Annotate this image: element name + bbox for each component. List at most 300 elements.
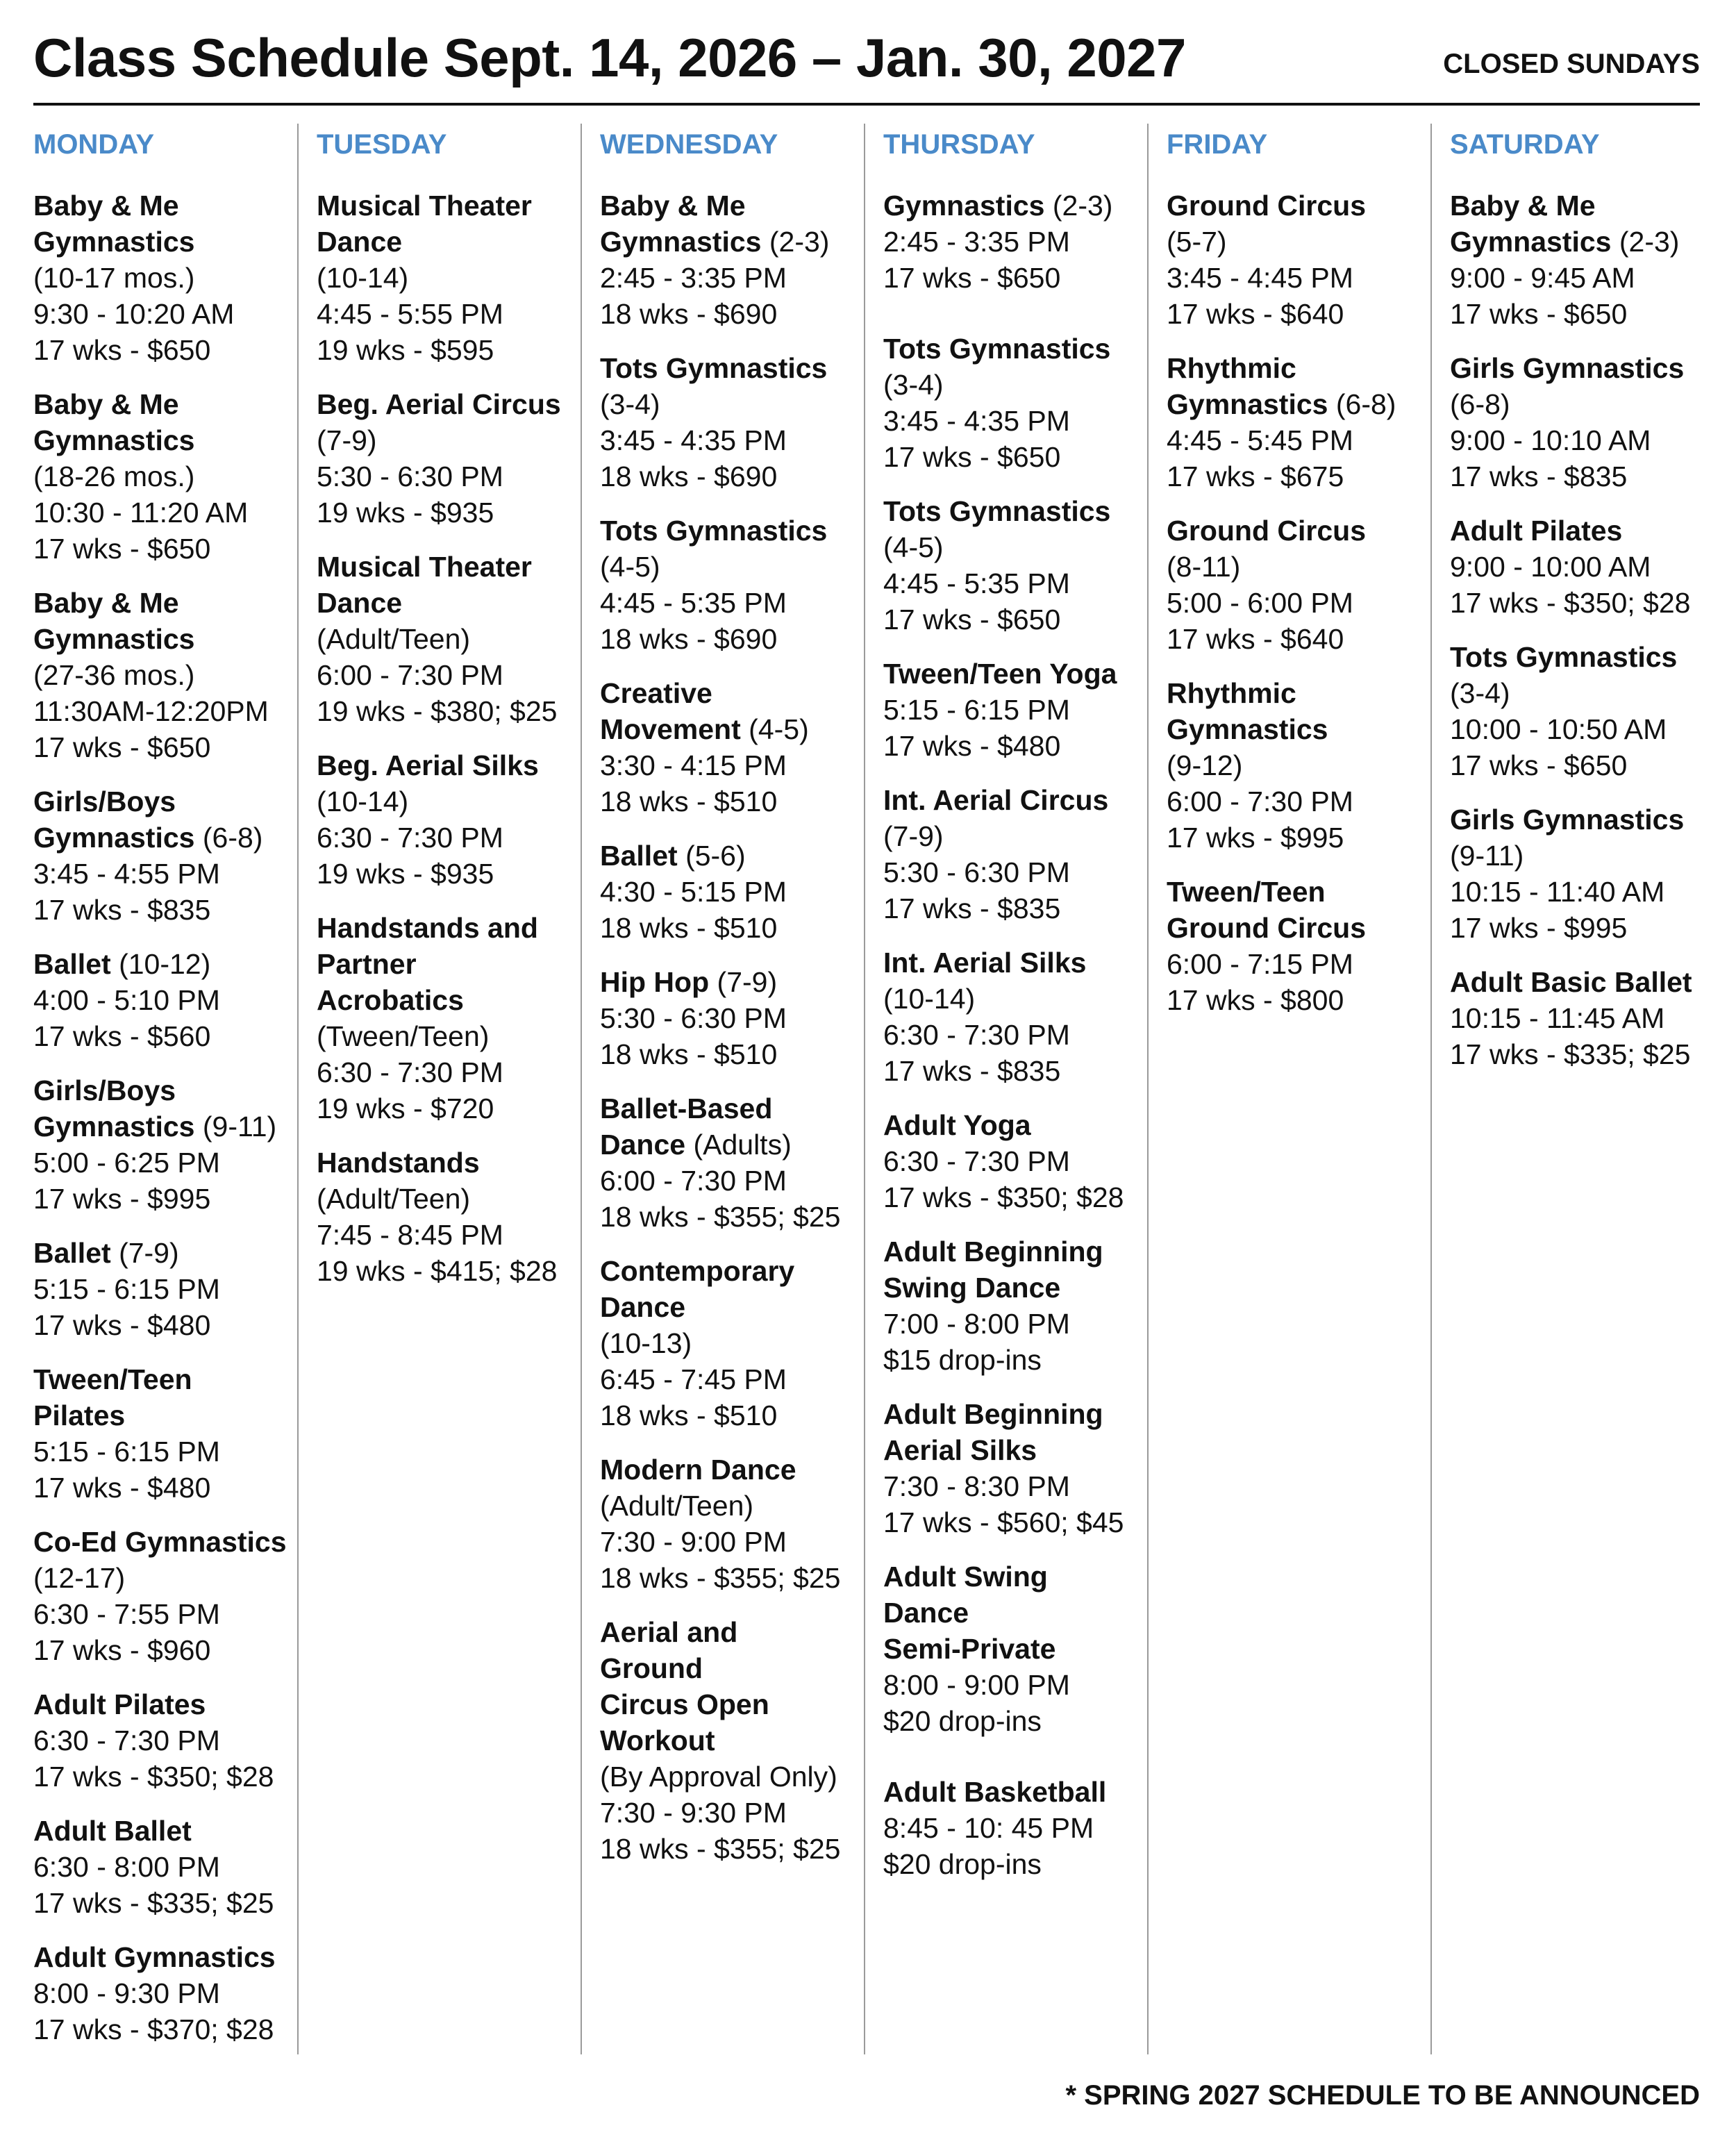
class-name: Gymnastics — [1167, 713, 1328, 745]
class-entry — [600, 1253, 864, 1434]
class-name: Ground Circus — [1167, 515, 1367, 547]
class-detail: 18 wks - $690 — [600, 623, 778, 655]
class-name: Gymnastics — [33, 424, 195, 456]
class-name-line — [33, 224, 297, 260]
class-name-line — [883, 1432, 1147, 1468]
class-entry — [1167, 513, 1430, 657]
class-detail: 2:45 - 3:35 PM — [600, 262, 787, 294]
class-name-line — [600, 1253, 864, 1289]
class-name: Tween/Teen — [1167, 876, 1326, 908]
class-detail: 5:00 - 6:00 PM — [1167, 587, 1353, 619]
class-detail: 17 wks - $650 — [1450, 749, 1628, 781]
class-name-line — [33, 386, 297, 422]
class-detail: 17 wks - $995 — [33, 1183, 211, 1215]
class-detail: 10:30 - 11:20 AM — [33, 497, 249, 529]
class-detail: 3:45 - 4:45 PM — [1167, 262, 1353, 294]
class-name: Pilates — [33, 1399, 126, 1431]
class-entry — [600, 1452, 864, 1596]
class-entry — [1167, 350, 1430, 495]
class-entry — [883, 782, 1147, 926]
class-name: Ground Circus — [1167, 912, 1367, 944]
class-entry — [883, 1774, 1147, 1882]
class-detail: $20 drop-ins — [883, 1705, 1042, 1737]
class-name: Dance — [600, 1291, 686, 1323]
class-detail: 3:45 - 4:35 PM — [600, 424, 787, 456]
class-name: Gymnastics — [600, 226, 762, 258]
class-entry — [1450, 964, 1714, 1072]
class-name-line — [600, 711, 864, 747]
class-detail: 19 wks - $380; $25 — [317, 695, 558, 727]
schedule-columns — [33, 124, 1707, 2054]
class-name: Ground — [600, 1652, 703, 1684]
class-detail: 17 wks - $650 — [33, 533, 211, 565]
class-entry — [33, 188, 297, 368]
class-detail: 19 wks - $595 — [317, 334, 494, 366]
class-detail: 19 wks - $720 — [317, 1092, 494, 1124]
class-detail: 5:00 - 6:25 PM — [33, 1147, 220, 1179]
class-name-line — [1167, 386, 1430, 422]
class-entry — [883, 1233, 1147, 1378]
class-detail: 9:00 - 10:10 AM — [1450, 424, 1651, 456]
class-detail: 10:15 - 11:45 AM — [1450, 1002, 1665, 1034]
class-entry — [883, 1107, 1147, 1215]
class-name: Handstands and — [317, 912, 538, 944]
class-name-line — [317, 982, 581, 1018]
class-name: Int. Aerial Circus — [883, 784, 1109, 816]
class-detail: 6:30 - 7:30 PM — [317, 1056, 503, 1088]
class-name-line — [317, 386, 581, 422]
class-name-line — [883, 1396, 1147, 1432]
class-detail: (18-26 mos.) — [33, 460, 195, 492]
class-detail: 19 wks - $415; $28 — [317, 1255, 558, 1287]
class-detail: 6:30 - 7:30 PM — [883, 1145, 1070, 1177]
class-entry — [600, 188, 864, 332]
class-entry — [33, 946, 297, 1054]
class-name-line — [1450, 513, 1714, 549]
class-name-line — [33, 1524, 297, 1560]
class-name-line — [600, 188, 864, 224]
class-detail: 17 wks - $480 — [33, 1309, 211, 1341]
class-name-line — [883, 782, 1147, 818]
class-name-line — [883, 1774, 1147, 1810]
day-heading: WEDNESDAY — [600, 129, 778, 160]
class-name-line — [600, 1722, 864, 1759]
class-name: Int. Aerial Silks — [883, 947, 1087, 979]
class-entry — [317, 747, 581, 892]
class-detail: 17 wks - $480 — [33, 1472, 211, 1504]
class-name: Tween/Teen Yoga — [883, 658, 1117, 690]
class-detail: (10-13) — [600, 1327, 692, 1359]
class-name-line — [600, 838, 864, 874]
class-name-line — [33, 1235, 297, 1271]
day-heading: TUESDAY — [317, 129, 447, 160]
class-detail: 4:45 - 5:55 PM — [317, 298, 503, 330]
class-age: (7-9) — [119, 1237, 179, 1269]
class-name-line — [600, 1090, 864, 1127]
class-name: Ballet — [33, 1237, 111, 1269]
day-column-friday — [1167, 124, 1432, 2054]
class-name-line — [33, 946, 297, 982]
class-detail: (Adult/Teen) — [317, 623, 471, 655]
class-detail: 4:30 - 5:15 PM — [600, 876, 787, 908]
class-name: Tots Gymnastics — [883, 495, 1111, 527]
class-name: Gymnastics — [883, 190, 1045, 222]
class-name: Beg. Aerial Silks — [317, 749, 539, 781]
class-name: Co-Ed Gymnastics — [33, 1526, 287, 1558]
day-heading: THURSDAY — [883, 129, 1035, 160]
class-name: Gymnastics — [33, 1111, 195, 1142]
class-detail: (27-36 mos.) — [33, 659, 195, 691]
class-name: Workout — [600, 1725, 715, 1756]
class-name: Gymnastics — [33, 226, 195, 258]
class-name-line — [883, 1595, 1147, 1631]
class-entry — [1167, 874, 1430, 1018]
class-name-line — [600, 1650, 864, 1686]
class-detail: 8:00 - 9:00 PM — [883, 1669, 1070, 1701]
class-detail: 6:30 - 7:55 PM — [33, 1598, 220, 1630]
class-name-line — [883, 493, 1147, 529]
class-detail: (4-5) — [883, 531, 944, 563]
class-detail: 6:30 - 7:30 PM — [883, 1019, 1070, 1051]
day-heading: MONDAY — [33, 129, 155, 160]
class-detail: 17 wks - $800 — [1167, 984, 1344, 1016]
class-name-line — [1450, 964, 1714, 1000]
class-detail: 17 wks - $350; $28 — [33, 1761, 274, 1793]
class-name-line — [600, 1614, 864, 1650]
class-detail: 3:30 - 4:15 PM — [600, 749, 787, 781]
class-name: Ballet-Based — [600, 1092, 773, 1124]
class-name-line — [1450, 801, 1714, 838]
class-detail: (3-4) — [1450, 677, 1510, 709]
class-entry — [317, 386, 581, 531]
class-name-line — [1450, 188, 1714, 224]
class-detail: 2:45 - 3:35 PM — [883, 226, 1070, 258]
class-name-line — [883, 945, 1147, 981]
class-detail: 17 wks - $335; $25 — [1450, 1038, 1691, 1070]
class-name: Aerial and — [600, 1616, 738, 1648]
class-detail: (9-11) — [1450, 840, 1524, 872]
class-name: Gymnastics — [33, 623, 195, 655]
class-detail: 17 wks - $960 — [33, 1634, 211, 1666]
class-detail: 4:00 - 5:10 PM — [33, 984, 220, 1016]
class-name: Circus Open — [600, 1688, 769, 1720]
class-detail: 3:45 - 4:55 PM — [33, 858, 220, 890]
class-detail: 9:00 - 9:45 AM — [1450, 262, 1635, 294]
day-column-thursday — [883, 124, 1149, 2054]
class-name: Gymnastics — [1450, 226, 1612, 258]
class-detail: (8-11) — [1167, 551, 1241, 583]
class-detail: (6-8) — [1450, 388, 1510, 420]
class-detail: 5:30 - 6:30 PM — [600, 1002, 787, 1034]
class-entry — [33, 1072, 297, 1217]
class-entry — [33, 1361, 297, 1506]
class-entry — [33, 1939, 297, 2047]
class-detail: 18 wks - $690 — [600, 460, 778, 492]
class-detail: 6:45 - 7:45 PM — [600, 1363, 787, 1395]
class-detail: (10-17 mos.) — [33, 262, 195, 294]
class-name-line — [883, 1270, 1147, 1306]
class-detail: 4:45 - 5:35 PM — [883, 567, 1070, 599]
class-name-line — [883, 188, 1147, 224]
class-name: Adult Gymnastics — [33, 1941, 276, 1973]
class-name-line — [33, 820, 297, 856]
class-name: Tween/Teen — [33, 1363, 192, 1395]
class-name-line — [1167, 350, 1430, 386]
class-name-line — [33, 783, 297, 820]
class-age: (2-3) — [1619, 226, 1680, 258]
class-entry — [317, 188, 581, 368]
class-detail: 18 wks - $690 — [600, 298, 778, 330]
class-name: Adult Pilates — [1450, 515, 1623, 547]
class-detail: 7:30 - 9:00 PM — [600, 1526, 787, 1558]
class-name: Baby & Me — [600, 190, 746, 222]
class-name-line — [600, 350, 864, 386]
class-name: Musical Theater — [317, 551, 532, 583]
class-detail: 18 wks - $510 — [600, 1038, 778, 1070]
class-name: Adult Basketball — [883, 1776, 1107, 1808]
class-entry — [883, 1559, 1147, 1739]
class-entry — [600, 513, 864, 657]
class-detail: (Tween/Teen) — [317, 1020, 490, 1052]
class-entry — [883, 331, 1147, 475]
class-name: Dance — [317, 226, 403, 258]
class-detail: 10:00 - 10:50 AM — [1450, 713, 1667, 745]
class-age: (6-8) — [1335, 388, 1396, 420]
class-name-line — [600, 513, 864, 549]
class-name-line — [33, 422, 297, 458]
class-age: (7-9) — [717, 966, 778, 998]
class-detail: (10-14) — [883, 983, 976, 1015]
class-detail: 17 wks - $370; $28 — [33, 2013, 274, 2045]
class-age: (2-3) — [769, 226, 830, 258]
class-detail: 18 wks - $355; $25 — [600, 1833, 841, 1865]
class-detail: 17 wks - $480 — [883, 730, 1061, 762]
class-detail: 10:15 - 11:40 AM — [1450, 876, 1665, 908]
class-name: Adult Yoga — [883, 1109, 1031, 1141]
class-name-line — [600, 1452, 864, 1488]
class-detail: (12-17) — [33, 1562, 126, 1594]
class-entry — [600, 964, 864, 1072]
class-detail: (7-9) — [317, 424, 377, 456]
class-entry — [317, 1145, 581, 1289]
class-name: Hip Hop — [600, 966, 710, 998]
class-name-line — [883, 1107, 1147, 1143]
class-detail: 17 wks - $560 — [33, 1020, 211, 1052]
class-name-line — [33, 1813, 297, 1849]
class-name-line — [317, 549, 581, 585]
class-detail: (5-7) — [1167, 226, 1227, 258]
class-detail: 6:30 - 8:00 PM — [33, 1851, 220, 1883]
class-entry — [883, 493, 1147, 638]
class-name: Dance — [317, 587, 403, 619]
class-entry — [1450, 639, 1714, 783]
class-name-line — [1450, 350, 1714, 386]
class-entry — [1450, 188, 1714, 332]
class-age: (Adults) — [693, 1129, 792, 1161]
class-name: Tots Gymnastics — [600, 352, 828, 384]
class-age: (10-12) — [119, 948, 211, 980]
class-entry — [317, 549, 581, 729]
day-heading: SATURDAY — [1450, 129, 1600, 160]
class-name-line — [1167, 874, 1430, 910]
class-name: Contemporary — [600, 1255, 795, 1287]
class-name-line — [1167, 910, 1430, 946]
class-name: Movement — [600, 713, 741, 745]
class-name-line — [317, 224, 581, 260]
class-name-line — [883, 1233, 1147, 1270]
class-name-line — [33, 1361, 297, 1397]
class-detail: $20 drop-ins — [883, 1848, 1042, 1880]
class-name-line — [600, 1289, 864, 1325]
class-detail: 5:15 - 6:15 PM — [33, 1273, 220, 1305]
class-name: Gymnastics — [1167, 388, 1328, 420]
class-name-line — [33, 1072, 297, 1108]
class-name-line — [33, 188, 297, 224]
class-entry — [33, 1235, 297, 1343]
class-detail: 17 wks - $640 — [1167, 298, 1344, 330]
class-entry — [600, 838, 864, 946]
class-entry — [600, 1090, 864, 1235]
class-detail: 17 wks - $335; $25 — [33, 1887, 274, 1919]
class-detail: 7:30 - 9:30 PM — [600, 1797, 787, 1829]
class-detail: 6:00 - 7:30 PM — [1167, 786, 1353, 817]
class-name-line — [1167, 188, 1430, 224]
class-name-line — [1167, 711, 1430, 747]
class-name-line — [600, 964, 864, 1000]
class-age: (2-3) — [1052, 190, 1113, 222]
class-entry — [1450, 801, 1714, 946]
class-detail: 17 wks - $350; $28 — [883, 1181, 1124, 1213]
class-detail: 18 wks - $355; $25 — [600, 1562, 841, 1594]
day-column-wednesday — [600, 124, 865, 2054]
class-detail: (7-9) — [883, 820, 944, 852]
class-detail: 17 wks - $560; $45 — [883, 1506, 1124, 1538]
class-age: (9-11) — [202, 1111, 277, 1142]
class-detail: 5:15 - 6:15 PM — [883, 694, 1070, 726]
class-detail: 5:30 - 6:30 PM — [317, 460, 503, 492]
class-detail: 7:00 - 8:00 PM — [883, 1308, 1070, 1340]
class-age: (4-5) — [749, 713, 809, 745]
class-entry — [33, 1813, 297, 1921]
class-name-line — [883, 1631, 1147, 1667]
class-name: Creative — [600, 677, 712, 709]
class-name: Baby & Me — [1450, 190, 1596, 222]
class-name: Rhythmic — [1167, 352, 1296, 384]
class-detail: $15 drop-ins — [883, 1344, 1042, 1376]
class-entry — [883, 1396, 1147, 1540]
class-detail: 6:30 - 7:30 PM — [317, 822, 503, 854]
class-entry — [1167, 188, 1430, 332]
class-name-line — [317, 188, 581, 224]
class-name-line — [33, 1397, 297, 1434]
class-name: Baby & Me — [33, 587, 179, 619]
class-name-line — [883, 656, 1147, 692]
class-detail: 17 wks - $995 — [1450, 912, 1628, 944]
class-entry — [883, 945, 1147, 1089]
class-name-line — [33, 621, 297, 657]
class-name-line — [33, 585, 297, 621]
class-name-line — [33, 1686, 297, 1722]
class-name: Gymnastics — [33, 822, 195, 854]
class-name-line — [1167, 513, 1430, 549]
class-detail: (4-5) — [600, 551, 660, 583]
class-detail: 5:30 - 6:30 PM — [883, 856, 1070, 888]
class-detail: (3-4) — [600, 388, 660, 420]
class-name: Ballet — [33, 948, 111, 980]
class-name: Girls Gymnastics — [1450, 804, 1685, 836]
class-detail: 17 wks - $835 — [883, 1055, 1061, 1087]
class-name: Adult Basic Ballet — [1450, 966, 1692, 998]
class-detail: 17 wks - $650 — [33, 334, 211, 366]
day-column-saturday — [1450, 124, 1714, 2054]
class-entry — [33, 1686, 297, 1795]
closed-notice: CLOSED SUNDAYS — [1443, 49, 1700, 79]
class-detail: 4:45 - 5:45 PM — [1167, 424, 1353, 456]
class-entry — [600, 1614, 864, 1867]
class-detail: 8:00 - 9:30 PM — [33, 1977, 220, 2009]
class-name: Tots Gymnastics — [883, 333, 1111, 365]
class-name: Dance — [883, 1597, 969, 1629]
class-detail: 8:45 - 10: 45 PM — [883, 1812, 1094, 1844]
class-name: Semi-Private — [883, 1633, 1056, 1665]
class-entry — [600, 350, 864, 495]
class-name: Adult Swing — [883, 1561, 1048, 1593]
class-entry — [883, 188, 1147, 296]
class-name: Swing Dance — [883, 1272, 1061, 1304]
class-detail: 17 wks - $835 — [1450, 460, 1628, 492]
class-name: Adult Pilates — [33, 1688, 206, 1720]
class-detail: (3-4) — [883, 369, 944, 401]
class-detail: (Adult/Teen) — [600, 1490, 754, 1522]
class-detail: 18 wks - $355; $25 — [600, 1201, 841, 1233]
class-detail: 17 wks - $675 — [1167, 460, 1344, 492]
class-entry — [600, 675, 864, 820]
class-name: Adult Beginning — [883, 1398, 1103, 1430]
class-detail: 17 wks - $995 — [1167, 822, 1344, 854]
class-name-line — [600, 675, 864, 711]
class-age: (5-6) — [685, 840, 746, 872]
class-name-line — [317, 946, 581, 982]
class-name: Partner — [317, 948, 417, 980]
footer-note: * SPRING 2027 SCHEDULE TO BE ANNOUNCED — [1065, 2080, 1700, 2111]
day-column-monday — [33, 124, 299, 2054]
class-detail: 6:00 - 7:15 PM — [1167, 948, 1353, 980]
class-name-line — [1450, 639, 1714, 675]
class-name: Ballet — [600, 840, 678, 872]
class-detail: 18 wks - $510 — [600, 786, 778, 817]
day-column-tuesday — [317, 124, 582, 2054]
class-entry — [33, 585, 297, 765]
class-name-line — [33, 1939, 297, 1975]
class-detail: 5:15 - 6:15 PM — [33, 1436, 220, 1468]
class-detail: 9:00 - 10:00 AM — [1450, 551, 1651, 583]
class-entry — [1167, 675, 1430, 856]
class-detail: 6:00 - 7:30 PM — [600, 1165, 787, 1197]
class-name: Girls/Boys — [33, 1074, 176, 1106]
class-name: Tots Gymnastics — [600, 515, 828, 547]
class-detail: 17 wks - $650 — [1450, 298, 1628, 330]
class-name-line — [883, 1559, 1147, 1595]
class-name-line — [317, 910, 581, 946]
page-title: Class Schedule Sept. 14, 2026 – Jan. 30, 2027 — [33, 27, 1186, 88]
class-name-line — [1450, 224, 1714, 260]
class-entry — [317, 910, 581, 1127]
class-name-line — [600, 224, 864, 260]
class-name: Aerial Silks — [883, 1434, 1037, 1466]
class-detail: 3:45 - 4:35 PM — [883, 405, 1070, 437]
class-name: Adult Ballet — [33, 1815, 192, 1847]
class-detail: 9:30 - 10:20 AM — [33, 298, 235, 330]
